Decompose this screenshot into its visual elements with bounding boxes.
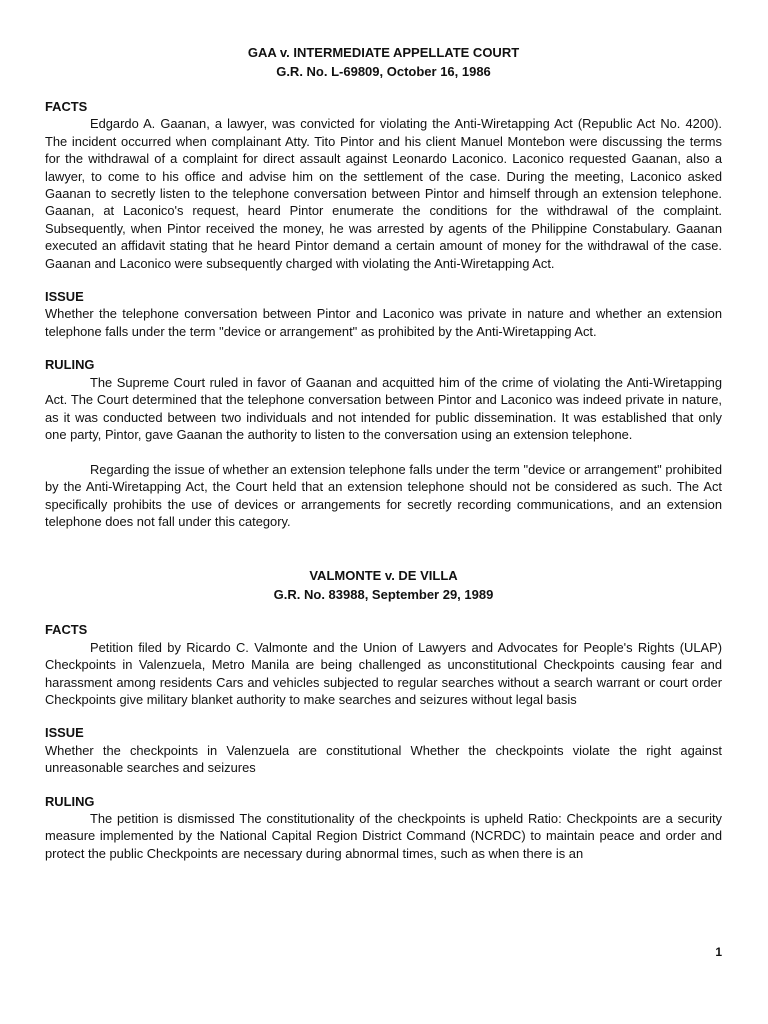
- ruling-heading: RULING: [45, 793, 95, 809]
- case-gaanan: [45, 44, 722, 530]
- facts-heading: FACTS: [45, 622, 88, 638]
- case-title-line1: GAA v. INTERMEDIATE APPELLATE COURT: [247, 45, 520, 60]
- case-citation: G.R. No. L-69809, October 16, 1986: [276, 63, 491, 79]
- facts-paragraph: Petition filed by Ricardo C. Valmonte and the Union of Lawyers and Advocates for People's Rights (ULAP) Checkpoints in Valenzuela, Metro Manila are being challenged as unconstitutional Checkpoints causing fear and harassment among residents Cars and vehicles subjected to regular searches without a search warrant or court order Checkpoints give military blanket authority to make searches and seizures without legal basis: [45, 639, 722, 707]
- facts-paragraph: Edgardo A. Gaanan, a lawyer, was convicted for violating the Anti-Wiretapping Act (Republic Act No. 4200). The incident occurred when complainant Atty. Tito Pintor and his client Manuel Montebon were discussing the terms for the withdrawal of a complaint for direct assault against Leonardo Laconico. Laconico requested Gaanan, also a lawyer, to come to his office and advise him on the settlement of the case. During the meeting, Laconico asked Gaanan to secretly listen to the telephone conversation between Pintor and himself through an extension telephone. Gaanan, at Laconico's request, heard Pintor enumerate the conditions for the withdrawal of the complaint. Subsequently, when Pintor received the money, he was arrested by agents of the Philippine Constabulary. Gaanan executed an affidavit stating that he heard Pintor demand a certain amount of money for the withdrawal of the case. Gaanan and Laconico were subsequently charged with violating the Anti-Wiretapping Act.: [45, 116, 722, 271]
- ruling-paragraph-1: The petition is dismissed The constitutionality of the checkpoints is upheld Ratio: Checkpoints are a security measure implemented by the National Capital Region District Command (NCRDC) to maintain peace and order and protect the public Checkpoints are necessary during abnormal times, such as when there is an: [45, 810, 722, 861]
- case-title-line1: VALMONTE v. DE VILLA: [309, 568, 458, 584]
- ruling-paragraph-2: Regarding the issue of whether an extension telephone falls under the term "device or arrangement" prohibited by the Anti-Wiretapping Act, the Court held that an extension telephone should not be considered as such. The Act specifically prohibits the use of devices or arrangements for secretly recording communications, and an extension telephone does not fall under this category.: [45, 461, 722, 529]
- case-valmonte: [45, 567, 722, 862]
- issue-heading: ISSUE: [45, 725, 84, 741]
- document-page: [45, 44, 722, 862]
- issue-paragraph: Whether the telephone conversation between Pintor and Laconico was private in nature and whether an extension telephone falls under the term "device or arrangement" as prohibited by the Anti-Wiretapping Act.: [45, 306, 722, 339]
- ruling-heading: RULING: [45, 357, 95, 373]
- ruling-paragraph-1: The Supreme Court ruled in favor of Gaanan and acquitted him of the crime of violating the Anti-Wiretapping Act. The Court determined that the telephone conversation between Pintor and Laconico was indeed private in nature, as it was conducted between two individuals and not intended for public dissemination. It was established that only one party, Pintor, gave Gaanan the authority to listen to the conversation using an extension telephone.: [45, 374, 722, 442]
- issue-heading: ISSUE: [45, 289, 84, 305]
- issue-paragraph: Whether the checkpoints in Valenzuela are constitutional Whether the checkpoints violate the right against unreasonable searches and seizures: [45, 742, 722, 776]
- page-number: 1: [715, 945, 722, 959]
- facts-heading: FACTS: [45, 99, 88, 114]
- case-citation: G.R. No. 83988, September 29, 1989: [273, 586, 494, 602]
